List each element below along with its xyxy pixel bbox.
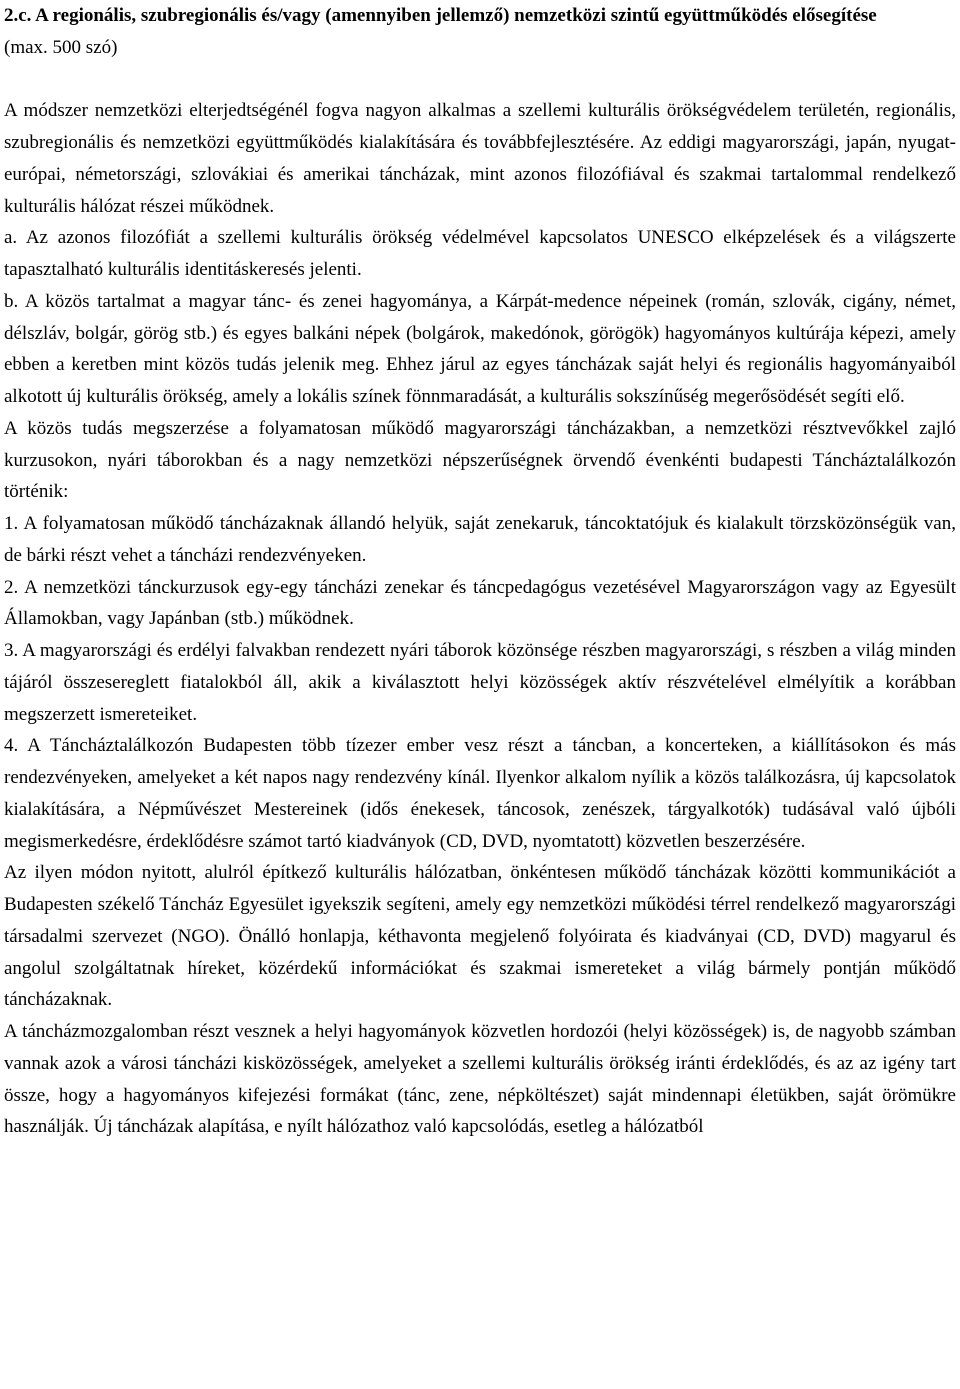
section-heading xyxy=(4,0,956,64)
paragraph-network: Az ilyen módon nyitott, alulról építkező kulturális hálózatban, önkéntesen működő táncházak közötti kommunikációt a Budapesten székelő Táncház Egyesület igyekszik segíteni, amely egy nemzetközi működési térrel rendelkező magyarországi társadalmi szervezet (NGO). Önálló honlapja, kéthavonta megjelenő folyóirata és kiadványai (CD, DVD) magyarul és angolul szolgáltatnak híreket, közérdekű információkat és szakmai ismereteket a világ bármely pontján működő táncházaknak. xyxy=(4,862,956,1011)
paragraph-intro: A módszer nemzetközi elterjedtségénél fogva nagyon alkalmas a szellemi kulturális örökségvédelem területén, regionális, szubregionális és nemzetközi együttműködés kialakítására és továbbfejlesztésére. Az eddigi magyarországi, japán, nyugat-európai, németországi, szlovákiai és amerikai táncházak, mint azonos filozófiával és szakmai tartalommal rendelkező kulturális hálózat részei működnek. xyxy=(4,100,956,217)
paragraph-movement: A táncházmozgalomban részt vesznek a helyi hagyományok közvetlen hordozói (helyi közösségek) is, de nagyobb számban vannak azok a városi táncházi kisközösségek, amelyeket a szellemi kulturális örökség iránti érdeklődés, és az az igény tart össze, hogy a hagyományos kifejezési formákat (tánc, zene, népköltészet) saját mindennapi életükben, saját örömükre használják. Új táncházak alapítása, e nyílt hálózathoz való kapcsolódás, esetleg a hálózatból xyxy=(4,1021,956,1138)
paragraph-point-a: a. Az azonos filozófiát a szellemi kulturális örökség védelmével kapcsolatos UNESCO elképzelések és a világszerte tapasztalható kulturális identitáskeresés jelenti. xyxy=(4,227,956,280)
paragraph-point-b: b. A közös tartalmat a magyar tánc- és zenei hagyománya, a Kárpát-medence népeinek (román, szlovák, cigány, német, délszláv, bolgár, görög stb.) és egyes balkáni népek (bolgárok, makedónok, görögök) hagyományos kultúrája képezi, amely ebben a keretben mint közös tudás jelenik meg. Ehhez járul az egyes táncházak saját helyi és regionális hagyományaiból alkotott új kulturális örökség, amely a lokális színek fönnmaradását, a kulturális sokszínűség megerősödését segíti elő. xyxy=(4,290,956,407)
paragraph-item-2: 2. A nemzetközi tánckurzusok egy-egy táncházi zenekar és táncpedagógus vezetésével Magyarországon vagy az Egyesült Államokban, vagy Japánban (stb.) működnek. xyxy=(4,576,956,630)
blank-line xyxy=(4,64,956,96)
document-page xyxy=(4,0,956,1143)
paragraph-shared-knowledge: A közös tudás megszerzése a folyamatosan működő magyarországi táncházakban, a nemzetközi résztvevőkkel zajló kurzusokon, nyári táborokban és a nagy nemzetközi népszerűségnek örvendő évenkénti budapesti Táncháztalálkozón történik: xyxy=(4,417,956,503)
paragraph-item-1: 1. A folyamatosan működő táncházaknak állandó helyük, saját zenekaruk, táncoktatójuk és kialakult törzsközönségük van, de bárki részt vehet a táncházi rendezvényeken. xyxy=(4,513,956,566)
paragraph-item-3: 3. A magyarországi és erdélyi falvakban rendezett nyári táborok közönsége részben magyarországi, s részben a világ minden tájáról összesereglett fiatalokból áll, akik a kiválasztott helyi közösségek aktív részvételével elmélyítik a korábban megszerzett ismereteiket. xyxy=(4,640,956,725)
word-limit-note: (max. 500 szó) xyxy=(4,36,118,58)
section-heading-text: 2.c. A regionális, szubregionális és/vagy (amennyiben jellemző) nemzetközi szintű együttműködés elősegítése xyxy=(4,5,877,26)
paragraph-item-4: 4. A Táncháztalálkozón Budapesten több tízezer ember vesz részt a táncban, a koncerteken, a kiállításokon és más rendezvényeken, amelyeket a két napos nagy rendezvény kínál. Ilyenkor alkalom nyílik a közös találkozásra, új kapcsolatok kialakítására, a Népművészet Mestereinek (idős énekesek, táncosok, zenészek, tárgyalkotók) tudásával való újbóli megismerkedésre, érdeklődésre számot tartó kiadványok (CD, DVD, nyomtatott) közvetlen beszerzésére. xyxy=(4,735,956,852)
